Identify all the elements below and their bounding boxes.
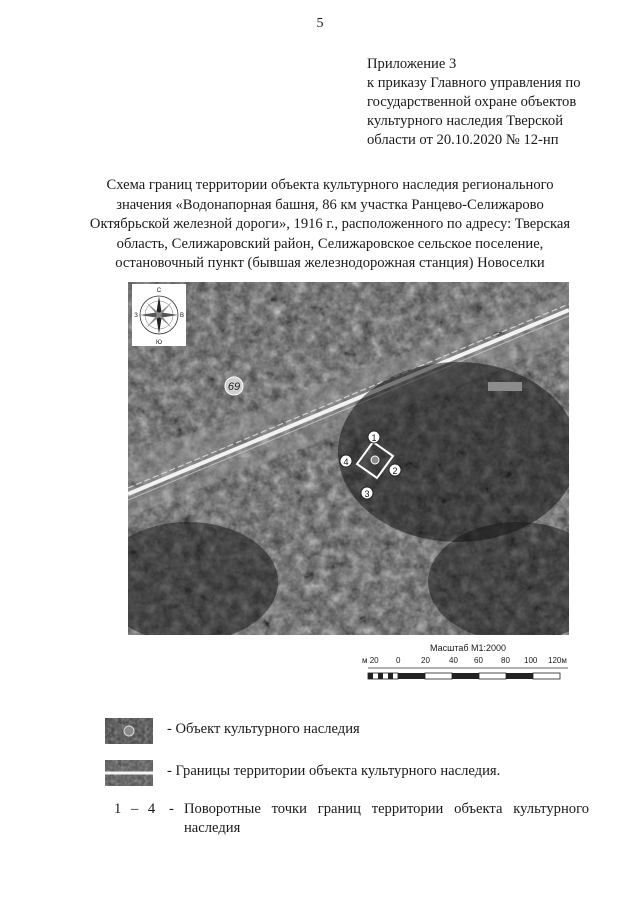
turn-points-dash: - xyxy=(169,801,174,817)
scheme-title-line: область, Селижаровский район, Селижаровское сельское поселение, xyxy=(116,235,544,252)
road-number-label: 69 xyxy=(227,381,241,393)
scheme-title-line: Октябрьской железной дороги», 1916 г., расположенного по адресу: Тверская xyxy=(89,216,571,232)
aerial-map xyxy=(128,282,569,635)
compass-icon xyxy=(132,284,186,346)
scale-bar-graphic xyxy=(362,666,572,684)
scale-tick-label: 120м xyxy=(548,656,567,665)
annex-line: к приказу Главного управления по xyxy=(367,75,581,91)
annex-line: культурного наследия Тверской xyxy=(367,113,564,129)
scale-tick-label: 80 xyxy=(501,656,510,665)
scale-tick-label: м 20 xyxy=(362,656,379,665)
turn-point-label: 4 xyxy=(343,457,349,467)
turn-point-label: 2 xyxy=(392,466,398,476)
annex-line: Приложение 3 xyxy=(367,56,457,72)
legend-object-label: - Объект культурного наследия xyxy=(167,721,360,737)
compass-south-label: Ю xyxy=(155,340,163,346)
annex-line: области от 20.10.2020 № 12-нп xyxy=(367,132,559,148)
scheme-title-line: остановочный пункт (бывшая железнодорожная станция) Новоселки xyxy=(115,255,545,271)
scheme-title-line: Схема границ территории объекта культурного наследия регионального xyxy=(106,177,554,193)
legend-boundary-label: - Границы территории объекта культурного наследия. xyxy=(167,763,501,779)
annex-header xyxy=(367,55,627,150)
scale-caption: Масштаб М1:2000 xyxy=(430,643,507,653)
page-number: 5 xyxy=(316,16,324,31)
turn-points-range: 1 – 4 xyxy=(114,801,156,817)
compass-rose xyxy=(132,284,186,346)
turn-point-label: 3 xyxy=(364,489,370,499)
scale-tick-label: 40 xyxy=(449,656,458,665)
turn-points-description: Поворотные точки границ территории объекта культурного наследия xyxy=(184,801,589,836)
scale-bar xyxy=(362,656,572,686)
object-swatch-icon xyxy=(105,718,153,744)
turn-point-label: 1 xyxy=(371,433,377,443)
compass-north-label: С xyxy=(156,288,162,294)
scale-tick-label: 20 xyxy=(421,656,430,665)
aerial-map-image xyxy=(128,282,569,635)
scale-tick-label: 0 xyxy=(396,656,401,665)
boundary-swatch-icon xyxy=(105,760,153,786)
scale-tick-label: 60 xyxy=(474,656,483,665)
compass-west-label: З xyxy=(134,313,138,319)
compass-east-label: В xyxy=(179,313,185,319)
scheme-title-line: значения «Водонапорная башня, 86 км участка Ранцево-Селижарово xyxy=(116,196,544,213)
scheme-title xyxy=(70,176,590,274)
scale-tick-label: 100 xyxy=(524,656,538,665)
annex-line: государственной охране объектов xyxy=(367,94,577,110)
